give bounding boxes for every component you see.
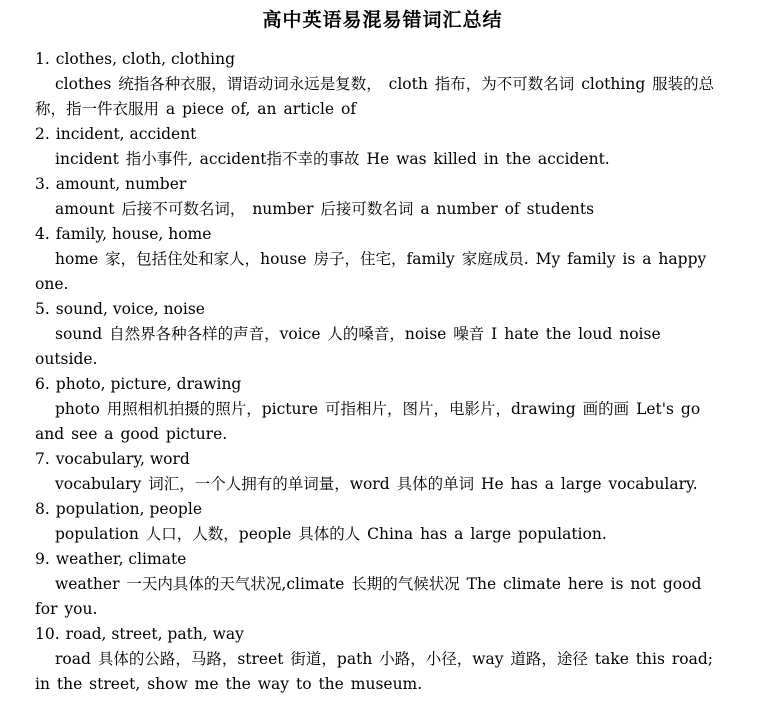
entry-words: vocabulary, word — [55, 450, 190, 468]
entry-number: 10. — [35, 625, 60, 643]
entry-number: 7. — [35, 450, 50, 468]
entry-heading — [35, 547, 730, 572]
entry-list — [35, 47, 730, 697]
entry-words: road, street, path, way — [65, 625, 244, 643]
entry-words: amount, number — [55, 175, 187, 193]
entry-description: photo 用照相机拍摄的照片，picture 可指相片，图片，电影片，drawing 画的画 Let's go and see a good picture. — [35, 400, 701, 443]
entry-9 — [35, 547, 730, 622]
entry-5 — [35, 297, 730, 372]
entry-number: 5. — [35, 300, 50, 318]
entry-words: photo, picture, drawing — [55, 375, 242, 393]
entry-description: clothes 统指各种衣服，谓语动词永远是复数， cloth 指布，为不可数名词 clothing 服装的总称，指一件衣服用 a piece of, an article of — [35, 75, 715, 118]
entry-number: 8. — [35, 500, 50, 518]
entry-words: clothes, cloth, clothing — [55, 50, 236, 68]
entry-number: 4. — [35, 225, 50, 243]
entry-words: population, people — [55, 500, 202, 518]
entry-description: vocabulary 词汇，一个人拥有的单词量，word 具体的单词 He has a large vocabulary. — [55, 475, 698, 493]
entry-number: 9. — [35, 550, 50, 568]
entry-heading — [35, 447, 730, 472]
entry-number: 3. — [35, 175, 50, 193]
entry-10 — [35, 622, 730, 697]
entry-heading — [35, 222, 730, 247]
entry-description: home 家，包括住处和家人，house 房子，住宅，family 家庭成员. My family is a happy one. — [35, 250, 707, 293]
entry-description: sound 自然界各种各样的声音，voice 人的嗓音，noise 噪音 I hate the loud noise outside. — [35, 325, 661, 368]
entry-number: 6. — [35, 375, 50, 393]
entry-description: amount 后接不可数名词， number 后接可数名词 a number of students — [55, 200, 595, 218]
entry-description: population 人口，人数，people 具体的人 China has a large population. — [55, 525, 607, 543]
entry-heading — [35, 47, 730, 72]
entry-4 — [35, 222, 730, 297]
entry-6 — [35, 372, 730, 447]
entry-1 — [35, 47, 730, 122]
entry-words: family, house, home — [55, 225, 212, 243]
entry-7 — [35, 447, 730, 497]
entry-description: road 具体的公路，马路，street 街道，path 小路，小径，way 道路，途径 take this road; in the street, show me the way to the museum. — [35, 650, 713, 693]
entry-words: incident, accident — [55, 125, 197, 143]
entry-heading — [35, 497, 730, 522]
entry-description: incident 指小事件, accident指不幸的事故 He was killed in the accident. — [55, 150, 610, 168]
entry-heading — [35, 122, 730, 147]
entry-heading — [35, 297, 730, 322]
entry-heading — [35, 622, 730, 647]
entry-8 — [35, 497, 730, 547]
entry-number: 1. — [35, 50, 50, 68]
entry-description: weather 一天内具体的天气状况,climate 长期的气候状况 The climate here is not good for you. — [35, 575, 702, 618]
entry-number: 2. — [35, 125, 50, 143]
entry-words: weather, climate — [55, 550, 187, 568]
entry-2 — [35, 122, 730, 172]
entry-words: sound, voice, noise — [55, 300, 205, 318]
entry-heading — [35, 372, 730, 397]
entry-heading — [35, 172, 730, 197]
entry-3 — [35, 172, 730, 222]
document-title: 高中英语易混易错词汇总结 — [262, 9, 503, 31]
